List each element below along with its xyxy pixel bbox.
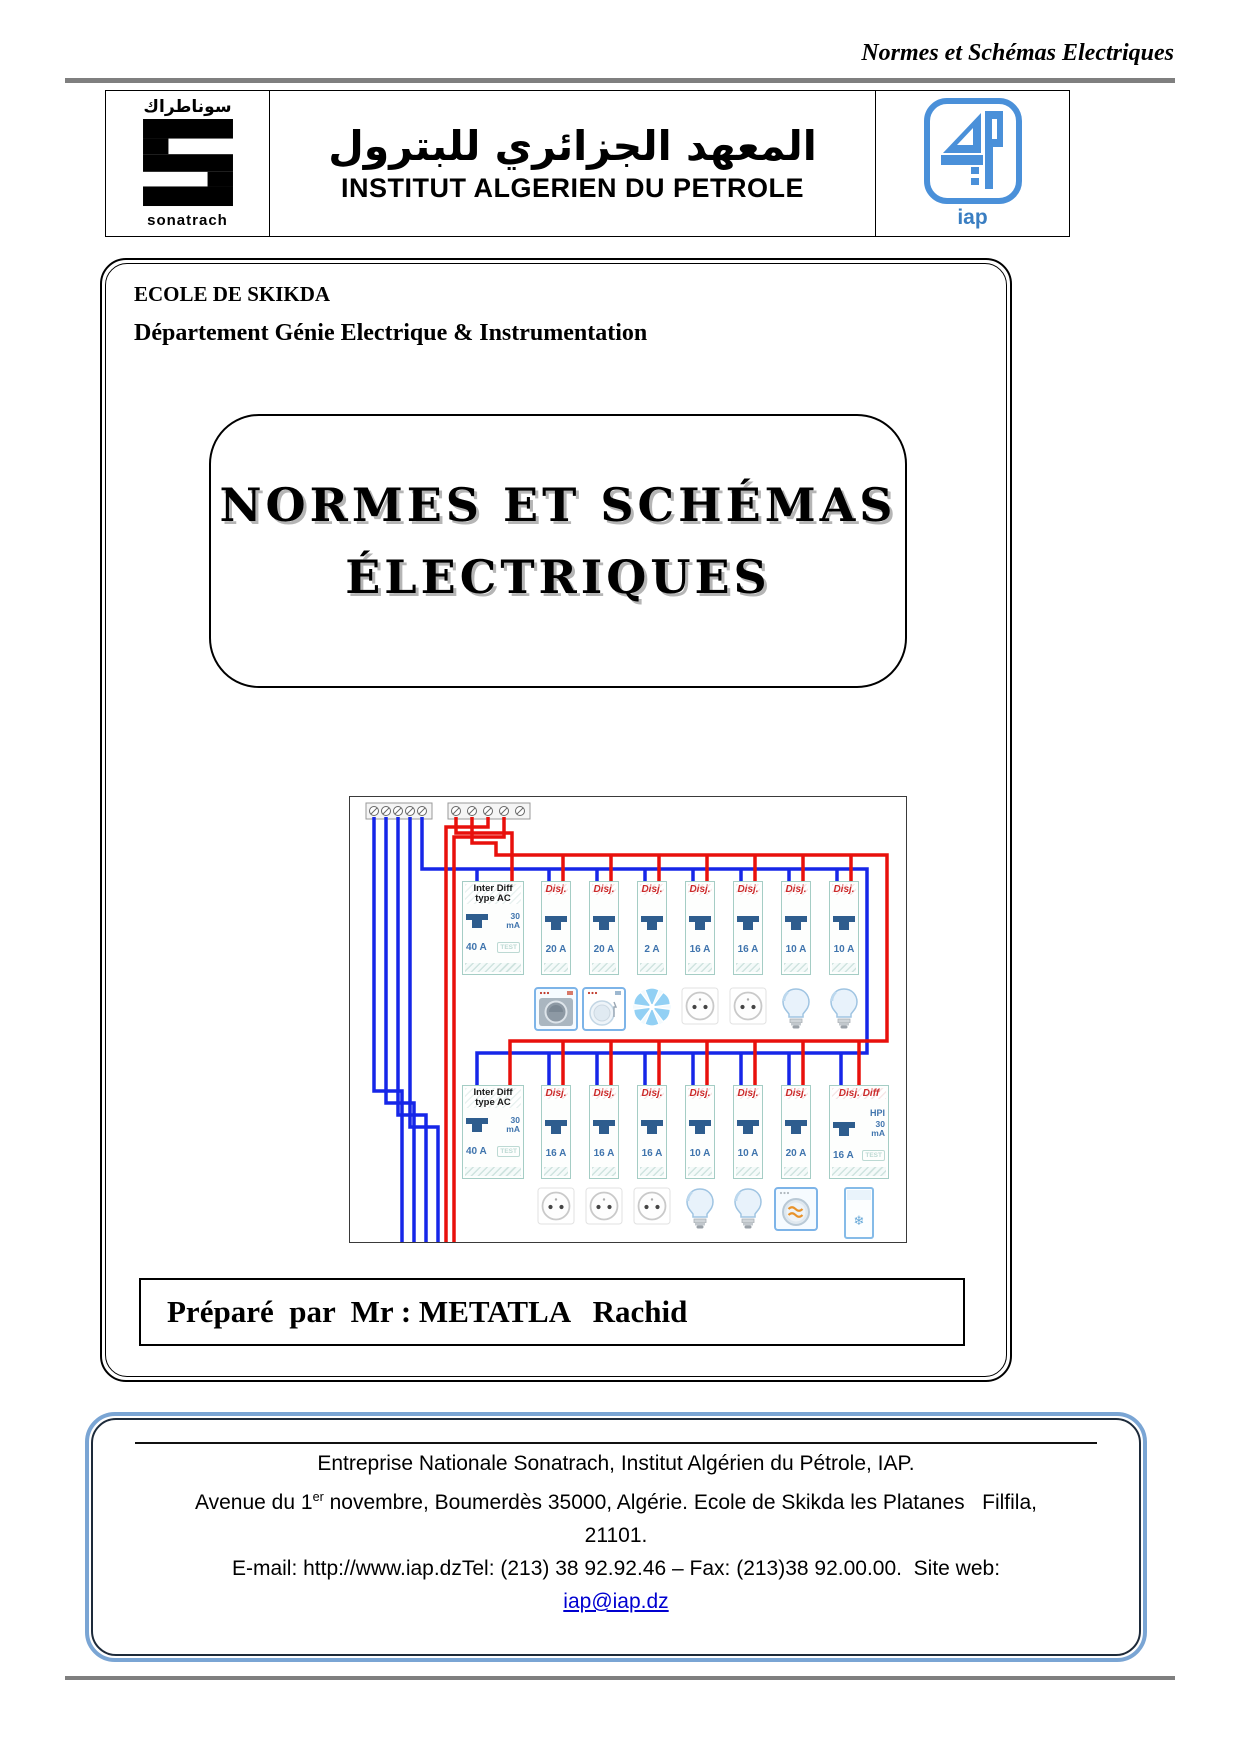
breaker-label: Disj. bbox=[641, 1088, 663, 1099]
footer-line-2: Avenue du 1er novembre, Boumerdès 35000, Algérie. Ecole de Skikda les Platanes Filfila, bbox=[195, 1490, 1037, 1514]
switch-lever-icon bbox=[689, 916, 711, 930]
breaker-rating: 16 A bbox=[593, 1148, 615, 1159]
footer-line-1: Entreprise Nationale Sonatrach, Institut Algérien du Pétrole, IAP. bbox=[317, 1452, 915, 1475]
dishwasher-icon bbox=[582, 987, 626, 1031]
breaker-label: Disj. bbox=[545, 1088, 567, 1099]
breaker-label: Disj. bbox=[833, 884, 855, 895]
switch-lever-icon bbox=[641, 916, 663, 930]
svg-text:❄: ❄ bbox=[853, 1214, 865, 1229]
differential-breaker bbox=[829, 1085, 889, 1179]
footer-line-4: E-mail: http://www.iap.dzTel: (213) 38 92.92.46 – Fax: (213)38 92.00.00. Site web: bbox=[231, 1557, 1001, 1580]
circuit-breaker bbox=[637, 881, 667, 975]
hpi-label: HPI bbox=[869, 1108, 885, 1118]
switch-lever-icon bbox=[545, 1120, 567, 1134]
main-switch-label: Inter Diff type AC bbox=[465, 884, 521, 904]
page-header-title: Normes et Schémas Electriques bbox=[861, 40, 1174, 66]
breaker-label: Disj. bbox=[641, 884, 663, 895]
footer-box bbox=[85, 1412, 1147, 1662]
footer-rule bbox=[135, 1442, 1097, 1444]
breaker-label: Disj. bbox=[737, 884, 759, 895]
test-button[interactable]: TEST bbox=[497, 942, 520, 953]
switch-lever-icon bbox=[545, 916, 567, 930]
switch-lever-icon bbox=[785, 1120, 807, 1134]
switch-lever-icon bbox=[737, 1120, 759, 1134]
outlet-icon bbox=[681, 987, 719, 1025]
circuit-breaker bbox=[733, 881, 763, 975]
breaker-rating: 16 A bbox=[737, 944, 759, 955]
outlet-icon bbox=[633, 1187, 671, 1225]
circuit-breaker bbox=[781, 1085, 811, 1179]
test-button[interactable]: TEST bbox=[497, 1146, 520, 1157]
sensitivity-label: 30 mA bbox=[506, 1115, 520, 1134]
institute-title-cell bbox=[270, 91, 875, 236]
footer-line-3: 21101. bbox=[584, 1524, 648, 1547]
washing-machine-icon bbox=[534, 987, 578, 1031]
header-rule bbox=[65, 78, 1175, 83]
main-switch-label: Inter Diff type AC bbox=[465, 1088, 521, 1108]
breaker-rating: 10 A bbox=[785, 944, 807, 955]
bulb-icon bbox=[780, 987, 812, 1031]
document-title-line1: NORMES ET SCHÉMAS bbox=[219, 478, 897, 532]
sonatrach-wordmark: sonatrach bbox=[147, 211, 228, 229]
wiring-svg bbox=[350, 797, 907, 1243]
email-link[interactable]: iap@iap.dz bbox=[563, 1590, 669, 1613]
test-button[interactable]: TEST bbox=[862, 1150, 885, 1161]
device-rating: 16 A bbox=[833, 1150, 854, 1161]
circuit-breaker bbox=[589, 1085, 619, 1179]
cover-frame bbox=[100, 258, 1012, 1382]
footer-page-rule bbox=[65, 1676, 1175, 1680]
circuit-breaker bbox=[541, 881, 571, 975]
breaker-rating: 2 A bbox=[644, 944, 660, 955]
breaker-rating: 10 A bbox=[737, 1148, 759, 1159]
breaker-label: Disj. bbox=[689, 1088, 711, 1099]
sonatrach-logo-cell bbox=[106, 91, 270, 236]
breaker-rating: 16 A bbox=[689, 944, 711, 955]
fridge-icon bbox=[844, 1187, 874, 1239]
iap-logo-cell bbox=[875, 91, 1069, 236]
breaker-rating: 20 A bbox=[785, 1148, 807, 1159]
switch-lever-icon bbox=[785, 916, 807, 930]
sonatrach-arabic-text: سوناطراك bbox=[143, 96, 232, 117]
bulb-icon bbox=[732, 1187, 764, 1231]
breaker-label: Disj. bbox=[593, 1088, 615, 1099]
circuit-breaker bbox=[685, 1085, 715, 1179]
switch-lever-icon bbox=[466, 914, 488, 928]
outlet-icon bbox=[729, 987, 767, 1025]
main-differential-switch bbox=[462, 881, 524, 975]
breaker-rating: 10 A bbox=[833, 944, 855, 955]
sensitivity-label: 30 mA bbox=[506, 911, 520, 930]
switch-lever-icon bbox=[466, 1118, 488, 1132]
switch-lever-icon bbox=[737, 916, 759, 930]
circuit-breaker bbox=[637, 1085, 667, 1179]
bulb-icon bbox=[684, 1187, 716, 1231]
circuit-breaker bbox=[733, 1085, 763, 1179]
circuit-breaker bbox=[781, 881, 811, 975]
breaker-label: Disj. bbox=[545, 884, 567, 895]
diff-breaker-label: Disj. Diff bbox=[832, 1088, 886, 1099]
circuit-breaker bbox=[589, 881, 619, 975]
breaker-rating: 10 A bbox=[689, 1148, 711, 1159]
breaker-rating: 16 A bbox=[545, 1148, 567, 1159]
circuit-breaker bbox=[829, 881, 859, 975]
footer-inner bbox=[91, 1418, 1141, 1656]
circuit-breaker bbox=[685, 881, 715, 975]
breaker-label: Disj. bbox=[785, 884, 807, 895]
switch-lever-icon bbox=[641, 1120, 663, 1134]
device-rating: 40 A bbox=[466, 1146, 487, 1157]
outlet-icon bbox=[537, 1187, 575, 1225]
wiring-diagram bbox=[349, 796, 907, 1243]
device-rating: 40 A bbox=[466, 942, 487, 953]
breaker-label: Disj. bbox=[785, 1088, 807, 1099]
iap-logo-icon bbox=[923, 97, 1023, 205]
cover-frame-inner bbox=[105, 263, 1007, 1377]
school-name: ECOLE DE SKIKDA bbox=[134, 282, 331, 306]
document-title-line2: ÉLECTRIQUES bbox=[345, 550, 771, 604]
title-box bbox=[209, 414, 907, 688]
dryer-icon bbox=[774, 1187, 818, 1231]
fan-icon bbox=[632, 987, 672, 1027]
department-name: Département Génie Electrique & Instrumentation bbox=[134, 320, 648, 346]
breaker-rating: 20 A bbox=[545, 944, 567, 955]
outlet-icon bbox=[585, 1187, 623, 1225]
footer-line-5 bbox=[93, 1586, 1139, 1618]
sensitivity-label: 30 mA bbox=[871, 1119, 885, 1138]
switch-lever-icon bbox=[833, 916, 855, 930]
sonatrach-logo-icon bbox=[139, 119, 237, 207]
circuit-breaker bbox=[541, 1085, 571, 1179]
institute-arabic-title: المعهد الجزائري للبترول bbox=[328, 122, 817, 171]
switch-lever-icon bbox=[593, 1120, 615, 1134]
switch-lever-icon bbox=[593, 916, 615, 930]
main-differential-switch bbox=[462, 1085, 524, 1179]
author-text: Préparé par Mr : METATLA Rachid bbox=[167, 1294, 688, 1329]
breaker-rating: 16 A bbox=[641, 1148, 663, 1159]
breaker-label: Disj. bbox=[593, 884, 615, 895]
iap-wordmark: iap bbox=[957, 206, 988, 229]
org-banner bbox=[105, 90, 1070, 237]
breaker-rating: 20 A bbox=[593, 944, 615, 955]
institute-latin-title: INSTITUT ALGERIEN DU PETROLE bbox=[340, 172, 804, 203]
switch-lever-icon bbox=[689, 1120, 711, 1134]
author-box bbox=[139, 1278, 965, 1346]
switch-lever-icon bbox=[833, 1122, 855, 1136]
breaker-label: Disj. bbox=[737, 1088, 759, 1099]
bulb-icon bbox=[828, 987, 860, 1031]
breaker-label: Disj. bbox=[689, 884, 711, 895]
